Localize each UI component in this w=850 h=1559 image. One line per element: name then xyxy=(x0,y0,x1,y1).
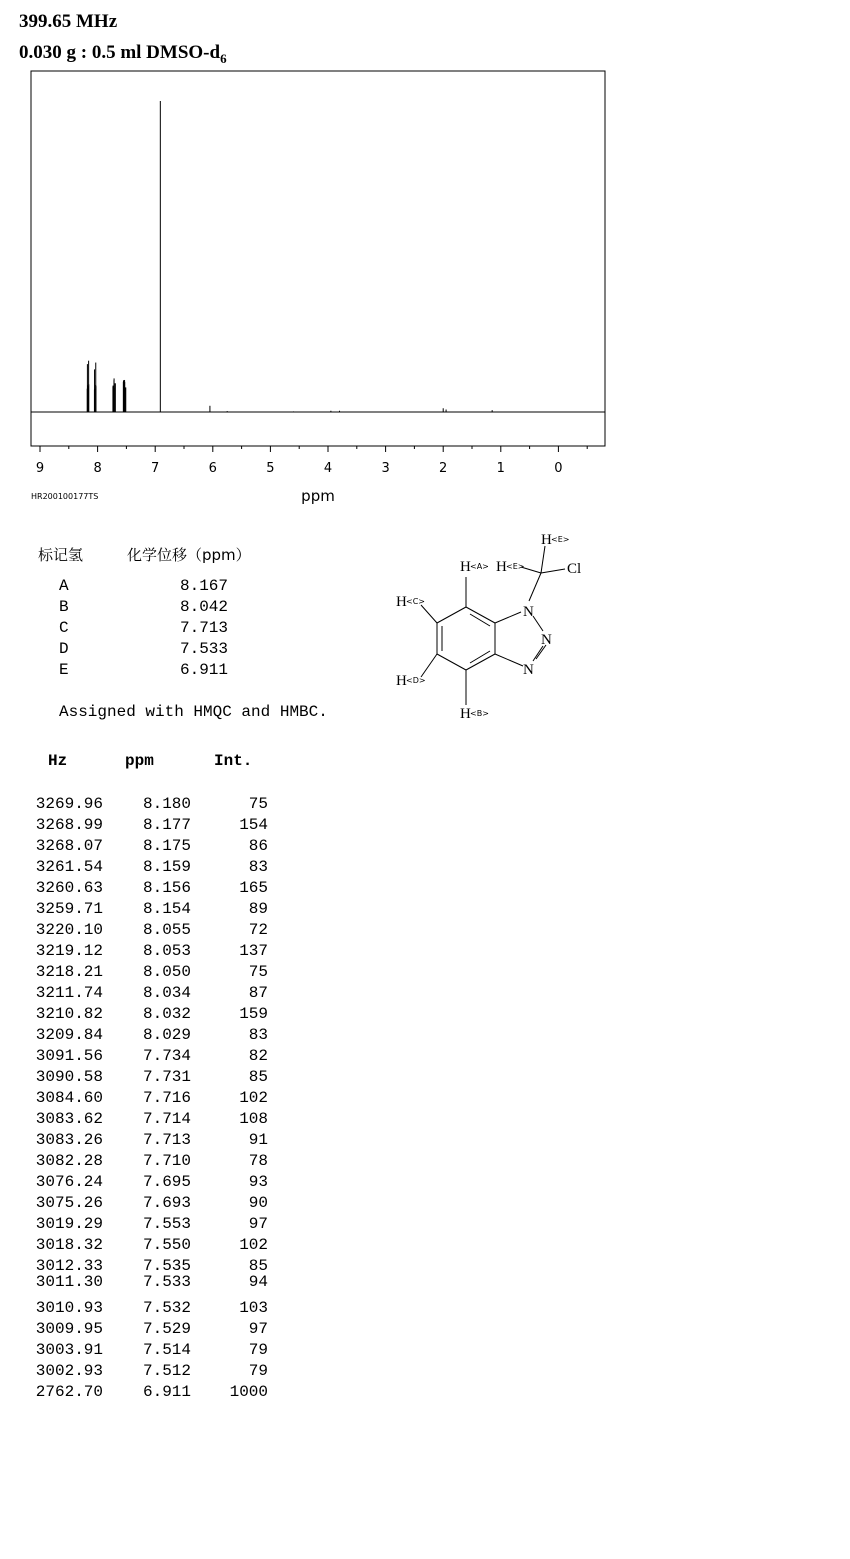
ppm-cell: 7.716 xyxy=(142,1089,191,1107)
assignment-label: B xyxy=(59,598,69,616)
ppm-cell: 7.512 xyxy=(142,1362,191,1380)
atom-h-d: H xyxy=(396,673,407,689)
x-tick-label: 4 xyxy=(323,461,333,476)
atom-h-b: H xyxy=(460,706,471,722)
int-cell: 79 xyxy=(248,1362,268,1380)
int-cell: 159 xyxy=(239,1005,268,1023)
hz-cell: 3075.26 xyxy=(35,1194,103,1212)
hz-cell: 3219.12 xyxy=(35,942,103,960)
ppm-cell: 7.532 xyxy=(142,1299,191,1317)
ppm-cell: 8.032 xyxy=(142,1005,191,1023)
hz-cell: 3091.56 xyxy=(35,1047,103,1065)
int-cell: 90 xyxy=(248,1194,268,1212)
peak-table-header-int: Int. xyxy=(214,752,253,770)
plot-frame xyxy=(31,71,605,446)
hz-cell: 3090.58 xyxy=(35,1068,103,1086)
ppm-cell: 7.529 xyxy=(142,1320,191,1338)
hz-cell: 3211.74 xyxy=(35,984,103,1002)
int-cell: 75 xyxy=(248,963,268,981)
tag-e2: <E> xyxy=(551,535,570,544)
hz-cell: 3083.26 xyxy=(35,1131,103,1149)
x-tick-label: 3 xyxy=(381,461,390,476)
int-cell: 86 xyxy=(248,837,268,855)
hz-cell: 3019.29 xyxy=(35,1215,103,1233)
peak-table-header-hz: Hz xyxy=(48,752,68,770)
assignment-label: C xyxy=(59,619,69,637)
hz-cell: 3084.60 xyxy=(35,1089,103,1107)
int-cell: 102 xyxy=(239,1089,268,1107)
assignment-label: E xyxy=(59,661,69,679)
hz-cell: 3018.32 xyxy=(35,1236,103,1254)
hz-cell: 3002.93 xyxy=(35,1362,103,1380)
structure-bonds xyxy=(421,546,565,705)
hz-cell: 3220.10 xyxy=(35,921,103,939)
assignment-note: Assigned with HMQC and HMBC. xyxy=(59,703,328,721)
ppm-cell: 8.177 xyxy=(142,816,191,834)
sample-code: HR200100177TS xyxy=(31,492,99,501)
ppm-cell: 8.154 xyxy=(142,900,191,918)
int-cell: 72 xyxy=(248,921,268,939)
tag-b: <B> xyxy=(470,709,489,718)
ppm-cell: 7.514 xyxy=(142,1341,191,1359)
int-cell: 79 xyxy=(248,1341,268,1359)
hz-cell: 3082.28 xyxy=(35,1152,103,1170)
ppm-cell: 6.911 xyxy=(142,1383,191,1401)
hz-cell: 3261.54 xyxy=(35,858,103,876)
ppm-cell: 7.734 xyxy=(142,1047,191,1065)
hz-cell: 3210.82 xyxy=(35,1005,103,1023)
atom-n2: N xyxy=(541,632,552,648)
sample-subscript: 6 xyxy=(220,50,227,66)
hz-cell: 3011.30 xyxy=(35,1273,103,1291)
ppm-cell: 8.034 xyxy=(142,984,191,1002)
tag-e1: <E> xyxy=(506,562,525,571)
hz-cell: 3009.95 xyxy=(35,1320,103,1338)
atom-h-e2: H xyxy=(541,532,552,548)
hz-cell: 2762.70 xyxy=(35,1383,103,1401)
int-cell: 85 xyxy=(248,1068,268,1086)
peak-layer xyxy=(87,101,492,412)
x-axis-ticks xyxy=(36,446,587,476)
atom-h-e1: H xyxy=(496,559,507,575)
ppm-cell: 7.713 xyxy=(142,1131,191,1149)
tag-c: <C> xyxy=(406,597,425,606)
hz-cell: 3259.71 xyxy=(35,900,103,918)
int-cell: 78 xyxy=(248,1152,268,1170)
hz-cell: 3076.24 xyxy=(35,1173,103,1191)
ppm-cell: 7.695 xyxy=(142,1173,191,1191)
ppm-cell: 8.156 xyxy=(142,879,191,897)
ppm-cell: 7.731 xyxy=(142,1068,191,1086)
hz-cell: 3269.96 xyxy=(35,795,103,813)
ppm-cell: 8.055 xyxy=(142,921,191,939)
int-cell: 83 xyxy=(248,858,268,876)
benzotriazole-structure xyxy=(380,525,610,725)
hz-cell: 3003.91 xyxy=(35,1341,103,1359)
int-cell: 82 xyxy=(248,1047,268,1065)
atom-h-c: H xyxy=(396,594,407,610)
atom-h-a: H xyxy=(460,559,471,575)
hz-cell: 3083.62 xyxy=(35,1110,103,1128)
hz-cell: 3218.21 xyxy=(35,963,103,981)
x-tick-label: 1 xyxy=(496,461,505,476)
x-tick-label: 5 xyxy=(266,461,275,476)
x-tick-label: 0 xyxy=(554,461,563,476)
int-cell: 137 xyxy=(239,942,268,960)
ppm-cell: 8.175 xyxy=(142,837,191,855)
assignment-shift: 7.713 xyxy=(180,619,229,637)
sample-text: 0.030 g : 0.5 ml DMSO-d xyxy=(19,42,221,63)
int-cell: 94 xyxy=(248,1273,268,1291)
atom-n3: N xyxy=(523,662,534,678)
hz-cell: 3260.63 xyxy=(35,879,103,897)
nmr-spectrum-chart xyxy=(0,60,640,520)
assignment-shift: 8.167 xyxy=(180,577,229,595)
int-cell: 103 xyxy=(239,1299,268,1317)
ppm-cell: 7.550 xyxy=(142,1236,191,1254)
int-cell: 87 xyxy=(248,984,268,1002)
int-cell: 154 xyxy=(239,816,268,834)
ppm-cell: 7.693 xyxy=(142,1194,191,1212)
int-cell: 97 xyxy=(248,1215,268,1233)
ppm-cell: 8.053 xyxy=(142,942,191,960)
hz-cell: 3209.84 xyxy=(35,1026,103,1044)
assignment-label: D xyxy=(59,640,69,658)
int-cell: 165 xyxy=(239,879,268,897)
atom-n1: N xyxy=(523,604,534,620)
atom-cl: Cl xyxy=(567,561,582,577)
hz-cell: 3268.99 xyxy=(35,816,103,834)
ppm-cell: 7.710 xyxy=(142,1152,191,1170)
assignment-label: A xyxy=(59,577,69,595)
ppm-cell: 7.553 xyxy=(142,1215,191,1233)
x-tick-label: 2 xyxy=(439,461,448,476)
assignment-shift: 6.911 xyxy=(180,661,229,679)
int-cell: 1000 xyxy=(229,1383,268,1401)
int-cell: 85 xyxy=(248,1257,268,1275)
shift-column-header: 化学位移（ppm） xyxy=(127,546,251,564)
int-cell: 108 xyxy=(239,1110,268,1128)
hz-cell: 3012.33 xyxy=(35,1257,103,1275)
int-cell: 83 xyxy=(248,1026,268,1044)
tag-a: <A> xyxy=(470,562,489,571)
tag-d: <D> xyxy=(406,676,426,685)
int-cell: 102 xyxy=(239,1236,268,1254)
assignment-shift: 7.533 xyxy=(180,640,229,658)
ppm-cell: 8.050 xyxy=(142,963,191,981)
ppm-cell: 7.533 xyxy=(142,1273,191,1291)
ppm-cell: 8.159 xyxy=(142,858,191,876)
hz-cell: 3268.07 xyxy=(35,837,103,855)
x-axis-label: ppm xyxy=(301,487,335,505)
peak-table-header-ppm: ppm xyxy=(125,752,154,770)
x-tick-label: 8 xyxy=(93,461,102,476)
int-cell: 75 xyxy=(248,795,268,813)
int-cell: 89 xyxy=(248,900,268,918)
int-cell: 93 xyxy=(248,1173,268,1191)
hz-cell: 3010.93 xyxy=(35,1299,103,1317)
x-tick-label: 7 xyxy=(151,461,160,476)
x-tick-label: 6 xyxy=(208,461,217,476)
spectrometer-frequency: 399.65 MHz xyxy=(19,11,118,32)
ppm-cell: 8.029 xyxy=(142,1026,191,1044)
ppm-cell: 7.535 xyxy=(142,1257,191,1275)
x-tick-label: 9 xyxy=(35,461,45,476)
int-cell: 97 xyxy=(248,1320,268,1338)
label-column-header: 标记氢 xyxy=(38,546,84,564)
ppm-cell: 8.180 xyxy=(142,795,191,813)
assignment-shift: 8.042 xyxy=(180,598,229,616)
int-cell: 91 xyxy=(248,1131,268,1149)
ppm-cell: 7.714 xyxy=(142,1110,191,1128)
